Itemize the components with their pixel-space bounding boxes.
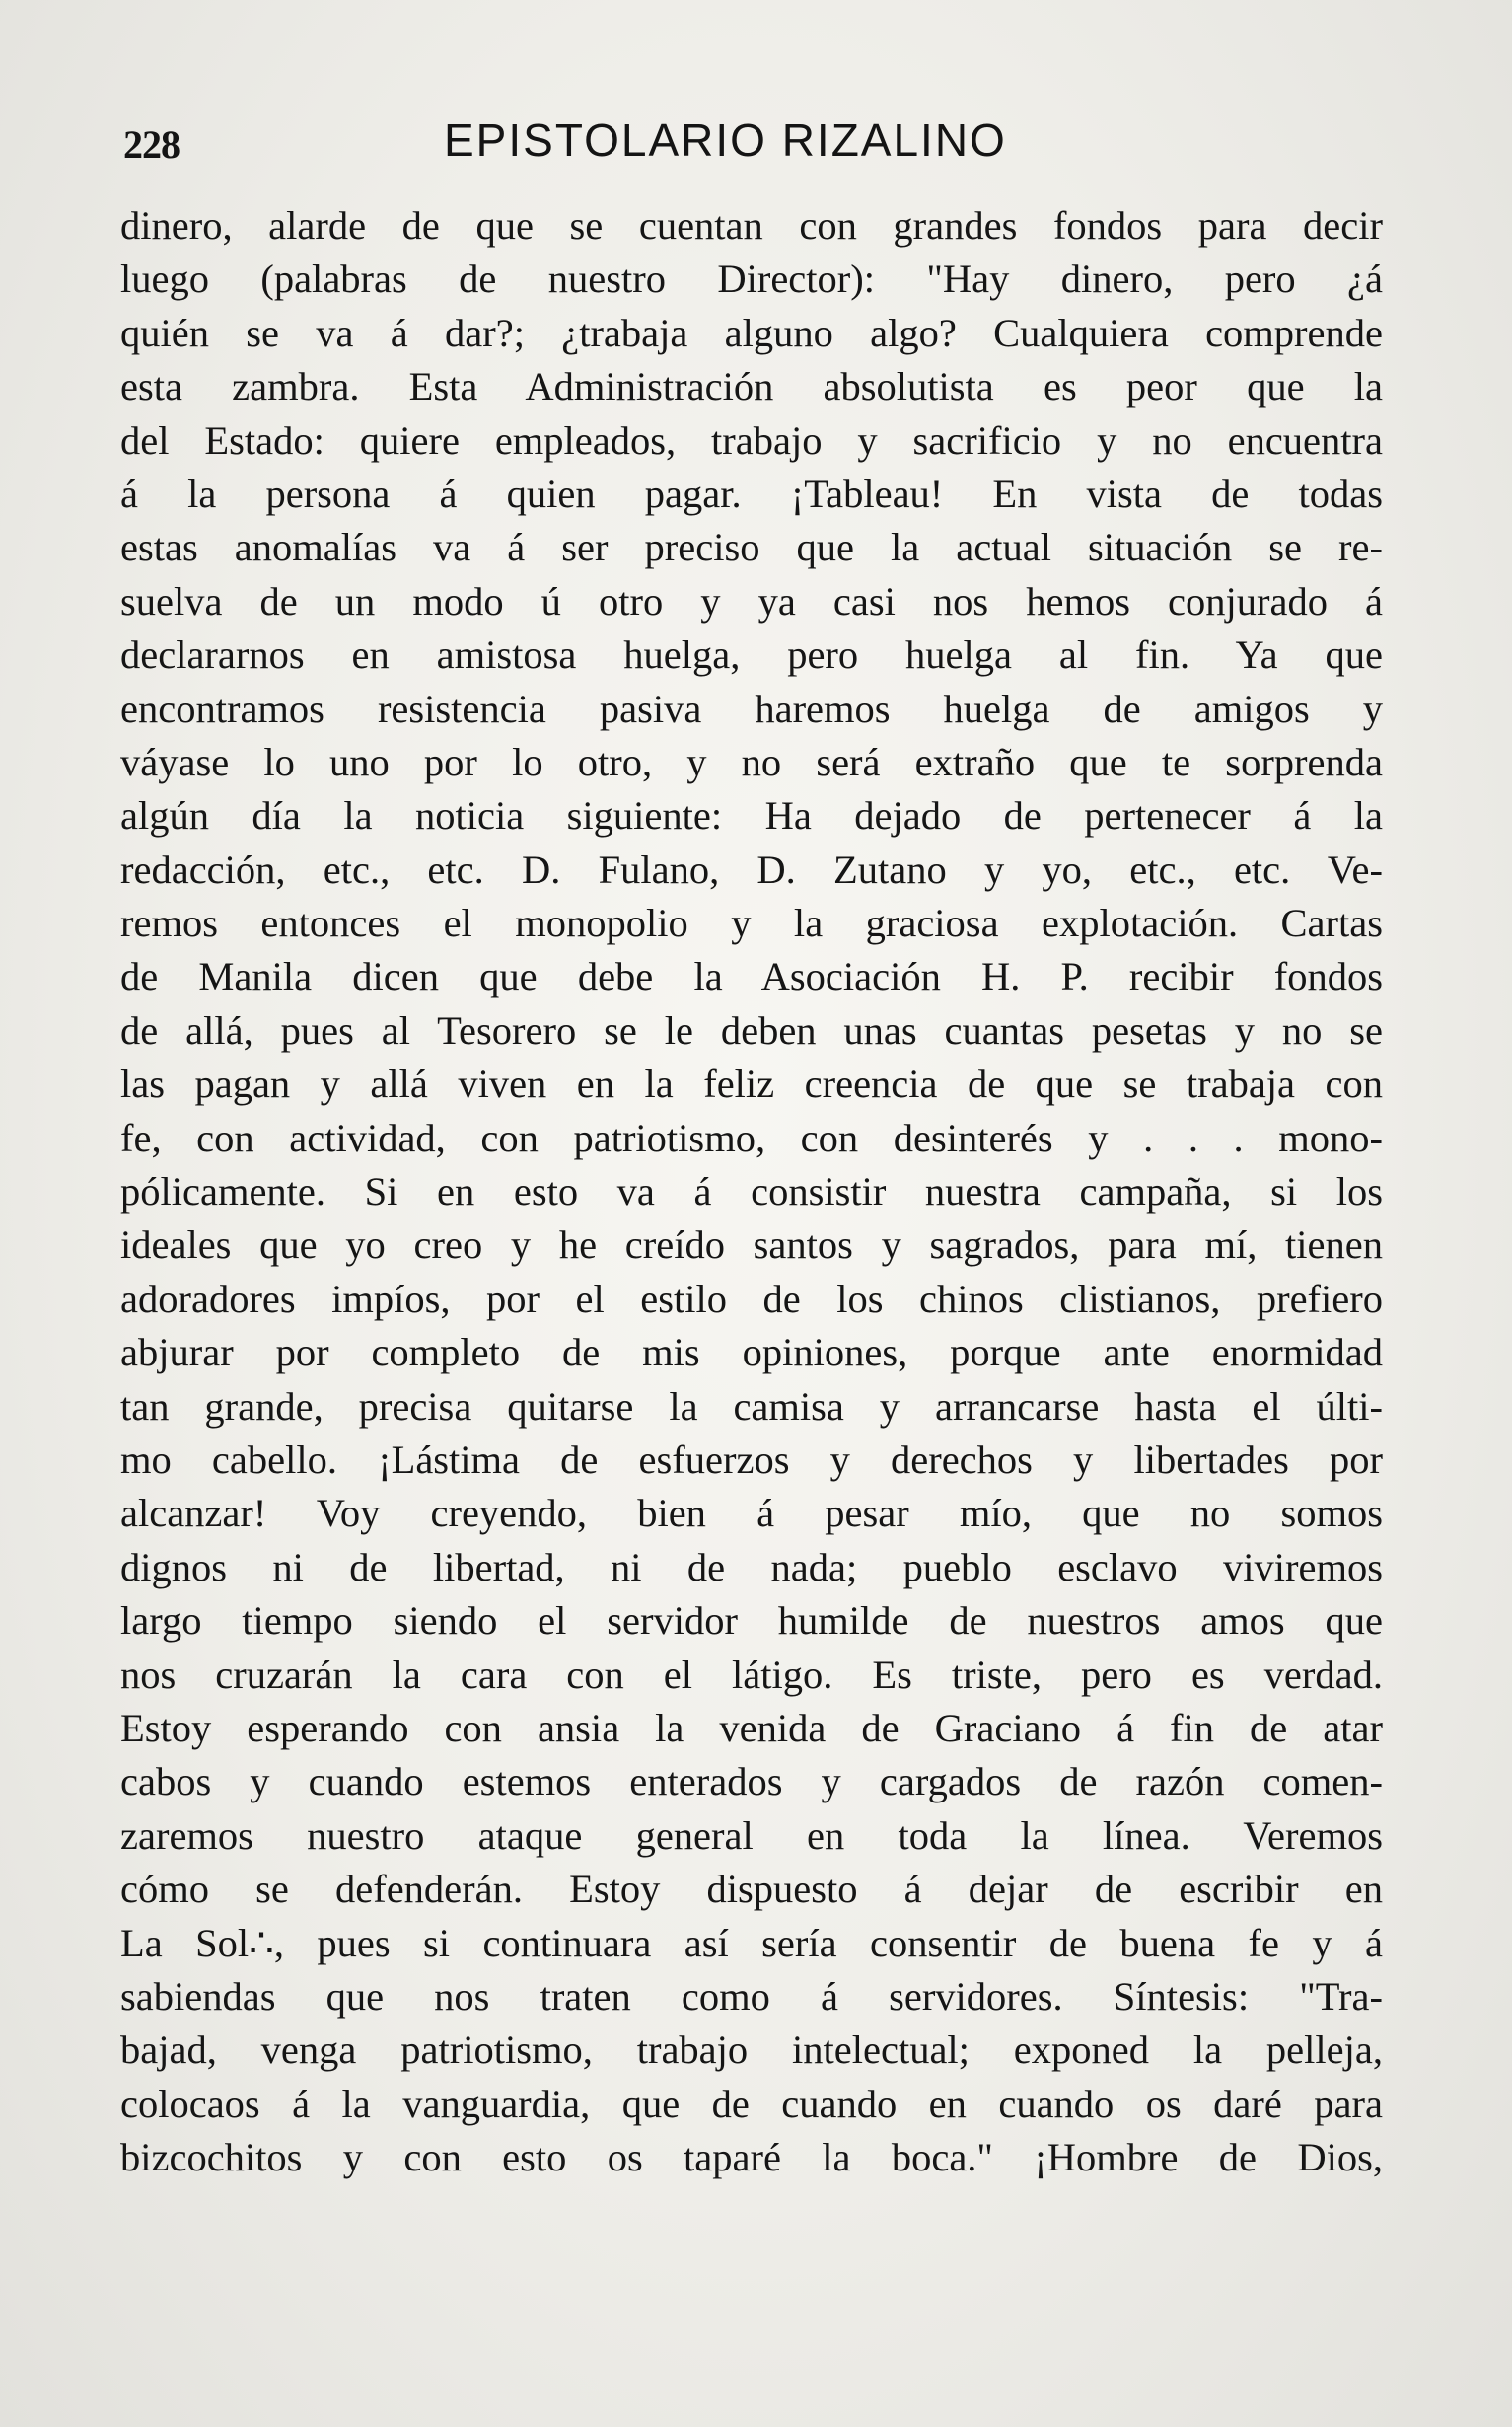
text-line: declararnos en amistosa huelga, pero huelga al fin. Ya que: [120, 632, 1383, 678]
text-line: esta zambra. Esta Administración absolutista es peor que la: [120, 364, 1383, 409]
text-line: mo cabello. ¡Lástima de esfuerzos y derechos y libertades por: [120, 1436, 1383, 1482]
text-line: luego (palabras de nuestro Director): "Hay dinero, pero ¿á: [120, 257, 1383, 302]
text-line: zaremos nuestro ataque general en toda la línea. Veremos: [120, 1812, 1383, 1858]
text-line: del Estado: quiere empleados, trabajo y sacrificio y no encuentra: [120, 417, 1383, 463]
text-line: á la persona á quien pagar. ¡Tableau! En vista de todas: [120, 471, 1383, 516]
running-title: EPISTOLARIO RIZALINO: [444, 114, 1007, 166]
text-line: bizcochitos y con esto os taparé la boca." ¡Hombre de Dios,: [120, 2135, 1383, 2180]
text-line: bajad, venga patriotismo, trabajo intelectual; exponed la pelleja,: [120, 2027, 1383, 2073]
text-line: de Manila dicen que debe la Asociación H. P. recibir fondos: [120, 954, 1383, 999]
text-line: colocaos á la vanguardia, que de cuando en cuando os daré para: [120, 2081, 1383, 2126]
text-line: fe, con actividad, con patriotismo, con desinterés y . . . mono-: [120, 1115, 1383, 1160]
text-line: redacción, etc., etc. D. Fulano, D. Zutano y yo, etc., etc. Ve-: [120, 846, 1383, 892]
text-line: largo tiempo siendo el servidor humilde de nuestros amos que: [120, 1598, 1383, 1644]
text-line: algún día la noticia siguiente: Ha dejado de pertenecer á la: [120, 793, 1383, 839]
text-line: cómo se defenderán. Estoy dispuesto á dejar de escribir en: [120, 1867, 1383, 1912]
text-line: Estoy esperando con ansia la venida de Graciano á fin de atar: [120, 1705, 1383, 1750]
text-line: cabos y cuando estemos enterados y cargados de razón comen-: [120, 1759, 1383, 1804]
text-line: de allá, pues al Tesorero se le deben unas cuantas pesetas y no se: [120, 1007, 1383, 1053]
text-line: quién se va á dar?; ¿trabaja alguno algo? Cualquiera comprende: [120, 310, 1383, 355]
page-header: [123, 113, 1386, 183]
text-line: dinero, alarde de que se cuentan con grandes fondos para decir: [120, 203, 1383, 248]
text-line: pólicamente. Si en esto va á consistir nuestra campaña, si los: [120, 1169, 1383, 1214]
text-line: dignos ni de libertad, ni de nada; pueblo esclavo viviremos: [120, 1544, 1383, 1589]
text-line: ideales que yo creo y he creído santos y sagrados, para mí, tienen: [120, 1222, 1383, 1268]
text-line: tan grande, precisa quitarse la camisa y arrancarse hasta el últi-: [120, 1383, 1383, 1429]
text-line: sabiendas que nos traten como á servidores. Síntesis: "Tra-: [120, 1973, 1383, 2019]
text-line: alcanzar! Voy creyendo, bien á pesar mío, que no somos: [120, 1491, 1383, 1536]
text-line: estas anomalías va á ser preciso que la actual situación se re-: [120, 525, 1383, 570]
body-text: [120, 199, 1383, 2184]
text-line: La Sol∴, pues si continuara así sería consentir de buena fe y á: [120, 1920, 1383, 1965]
text-line: nos cruzarán la cara con el látigo. Es triste, pero es verdad.: [120, 1652, 1383, 1697]
text-line: abjurar por completo de mis opiniones, porque ante enormidad: [120, 1330, 1383, 1375]
text-line: remos entonces el monopolio y la graciosa explotación. Cartas: [120, 901, 1383, 946]
text-line: váyase lo uno por lo otro, y no será extraño que te sorprenda: [120, 739, 1383, 784]
text-line: las pagan y allá viven en la feliz creencia de que se trabaja con: [120, 1062, 1383, 1107]
text-line: encontramos resistencia pasiva haremos huelga de amigos y: [120, 686, 1383, 731]
text-line: suelva de un modo ú otro y ya casi nos hemos conjurado á: [120, 578, 1383, 624]
text-line: adoradores impíos, por el estilo de los chinos clistianos, prefiero: [120, 1276, 1383, 1321]
page-number: 228: [123, 122, 180, 167]
